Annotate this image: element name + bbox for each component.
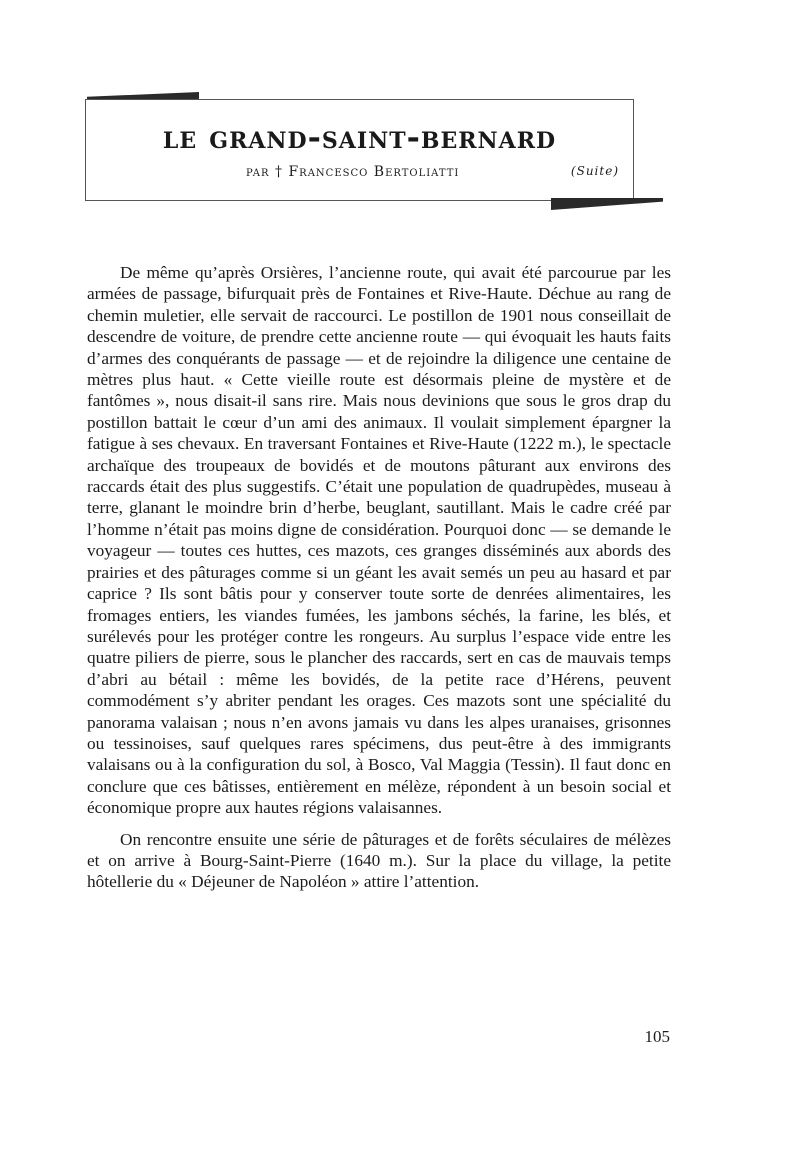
article-body (87, 262, 671, 893)
paragraph-2: On rencontre ensuite une série de pâturages et de forêts séculaires de mélèzes et on arrive à Bourg-Saint-Pierre (1640 m.). Sur la place du village, la petite hôtellerie du « Déjeuner de Napoléon » attire l’attention. (87, 829, 671, 892)
author-byline: par † Francesco Bertoliatti (246, 164, 460, 180)
paragraph-1: De même qu’après Orsières, l’ancienne route, qui avait été parcourue par les armées de passage, bifurquait près de Fontaines et Rive-Haute. Déchue au rang de chemin muletier, elle servait de raccourci. Le postillon de 1901 nous conseillait de descendre de voiture, de prendre cette ancienne route — qui évoquait les hauts faits d’armes des conquérants de passage — et de rejoindre la diligence une centaine de mètres plus haut. « Cette vieille route est désormais pleine de mystère et de fantômes », nous disait-il sans rire. Mais nous devinions que sous le gros drap du postillon battait le cœur d’un ami des animaux. Il voulait simplement épargner la fatigue à ses chevaux. En traversant Fontaines et Rive-Haute (1222 m.), le spectacle archaïque des troupeaux de bovidés et de moutons pâturant aux environs des raccards était des plus suggestifs. C’était une population de quadrupèdes, museau à terre, glanant le moindre brin d’herbe, beuglant, sautillant. Mais le cadre créé par l’homme n’était pas moins digne de considération. Pourquoi donc — se demande le voyageur — toutes ces huttes, ces mazots, ces granges disséminés aux abords des prairies et des pâturages comme si un géant les avait semés un peu au hasard et par caprice ? Ils sont bâtis pour y conserver toute sorte de denrées alimentaires, les fromages entiers, les viandes fumées, les jambons séchés, la farine, les blés, et surélevés pour les protéger contre les rongeurs. Au surplus l’espace vide entre les quatre piliers de pierre, sous le plancher des raccards, sert en cas de mauvais temps d’abri au bétail : même les bovidés, de la petite race d’Hérens, peuvent commodément s’y abriter pendant les orages. Ces mazots sont une spécialité du panorama valaisan ; nous n’en avons jamais vu dans les alpes uranaises, grisonnes ou tessinoises, sauf quelques rares spécimens, dus peut-être à des immigrants valaisans ou à la configuration du sol, à Bosco, Val Maggia (Tessin). Il faut donc en conclure que ces bâtisses, entièrement en mélèze, répondent à un besoin social et économique propre aux hautes régions valaisannes. (87, 263, 671, 818)
title-frame (85, 99, 634, 201)
continuation-note: (Suite) (570, 164, 619, 178)
decorative-bar-bottom (551, 198, 663, 210)
article-title: le grand-saint-bernard (162, 118, 557, 156)
page-number: 105 (644, 1027, 670, 1046)
